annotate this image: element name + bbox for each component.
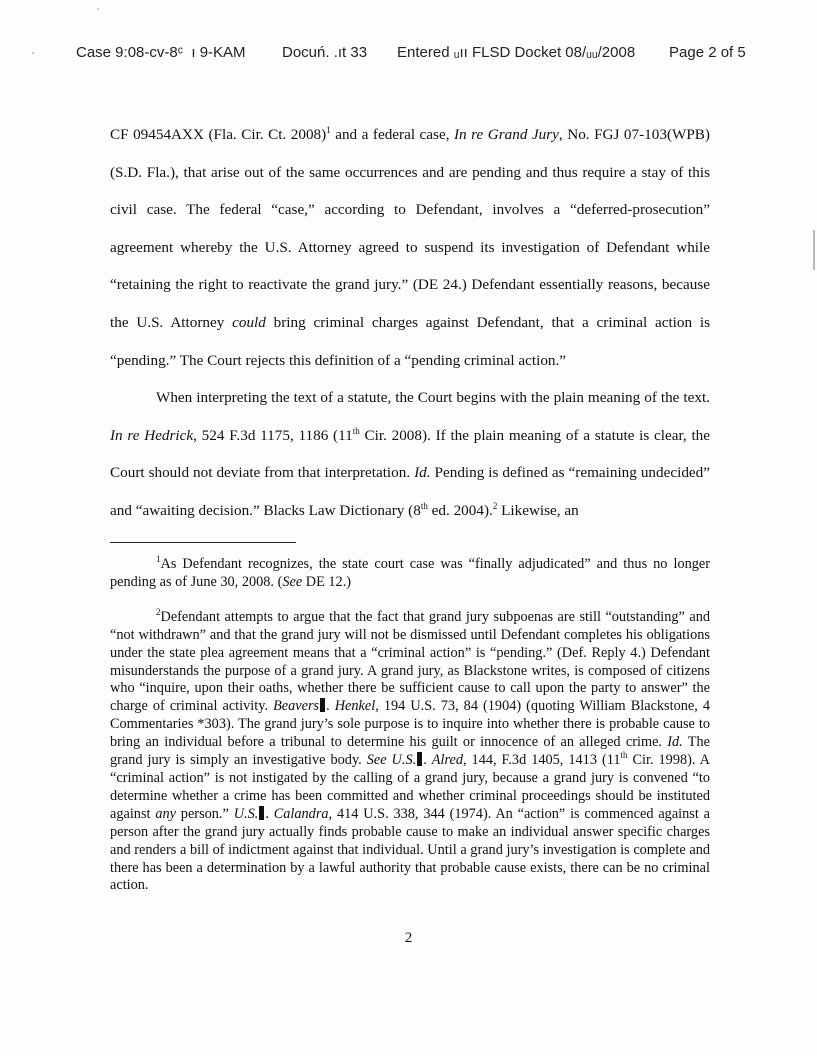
case-citation: In re Hedrick	[110, 426, 194, 444]
redaction-mark	[259, 806, 264, 820]
document-number: Docuń. .ıt 33	[282, 44, 368, 61]
paragraph-2: When interpreting the text of a statute, the Court begins with the plain meaning of the text. In re Hedrick, 524 F.3d 1175, 1186 (11th Cir. 2008). If the plain meaning of a statute is clear, the Court should not deviate from that interpretation. Id. Pending is defined as “remaining undecided” and “awaiting decision.” Blacks Law Dictionary (8th ed. 2004).$^2$ Likewise, an	[110, 389, 710, 519]
footnote-divider	[110, 542, 296, 543]
footnote-1: $^1$As Defendant recognizes, the state court case was “finally adjudicated” and thus no longer pending as of June 30, 2008. (See DE 12.)	[110, 554, 710, 590]
redaction-mark	[417, 752, 422, 766]
page-indicator: Page 2 of 5	[669, 44, 746, 61]
redaction-mark	[320, 698, 325, 712]
scan-speck	[813, 230, 815, 270]
entered-docket-date: Entered ᵤıı FLSD Docket 08/ᵤᵤ/2008	[397, 44, 636, 61]
scan-speck	[97, 8, 99, 10]
footnote-ref-2: 2	[492, 500, 498, 511]
case-citation: In re Grand Jury	[454, 126, 559, 143]
page-number: 2	[404, 930, 413, 946]
footnote-2: $^2$Defendant attempts to argue that the fact that grand jury subpoenas are still “outstanding” and “not withdrawn” and that the grand jury will not be dismissed until Defendant completes his obligations under the state plea agreement means that a “criminal action” is “pending.” (Def. Reply 4.) Defendant misunderstands the purpose of a grand jury. A grand jury, as Blackstone writes, is composed of citizens who “inquire, upon their oaths, whether there be sufficient cause to call upon the party to answer” the charge of criminal activity. Beavers . Henkel, 194 U.S. 73, 84 (1904) (quoting William Blackstone, 4 Commentaries *303). The grand jury’s sole purpose is to inquire into whether there is probable cause to bring an individual before a tribunal to determine his guilt or innocence of an alleged crime. Id. The grand jury is simply an investigative body. See U.S. . Alred, 144, F.3d 1405, 1413 (11th Cir. 1998). A “criminal action” is not instigated by the calling of a grand jury, because a grand jury is convened “to determine whether a crime has been committed and whether criminal proceedings should be instituted against any person.” U.S. . Calandra, 414 U.S. 338, 344 (1974). An “action” is commenced against a person after the grand jury actually finds probable cause to make an individual answer specific charges and renders a bill of indictment against that individual. Until a grand jury’s investigation is complete and there has been a determination by a lawful authority that probable cause exists, there can be no criminal action.	[110, 607, 711, 894]
scan-speck	[32, 52, 34, 54]
body-text	[110, 116, 710, 530]
paragraph-1: CF 09454AXX (Fla. Cir. Ct. 2008)$^1$ and a federal case, In re Grand Jury, No. FGJ 07-103(WPB) (S.D. Fla.), that arise out of the same occurrences and are pending and thus require a stay of this civil case. The federal “case,” according to Defendant, involves a “deferred-prosecution” agreement whereby the U.S. Attorney agreed to suspend its investigation of Defendant while “retaining the right to reactivate the grand jury.” (DE 24.) Defendant essentially reasons, because the U.S. Attorney could bring criminal charges against Defendant, that a criminal action is “pending.” The Court rejects this definition of a “pending criminal action.”	[110, 124, 710, 369]
footnotes	[110, 556, 710, 895]
case-number: Case 9:08-cv-8ᶜ ı 9-KAM	[76, 44, 246, 61]
footnote-ref-1: 1	[326, 124, 331, 135]
docket-header	[76, 44, 756, 61]
